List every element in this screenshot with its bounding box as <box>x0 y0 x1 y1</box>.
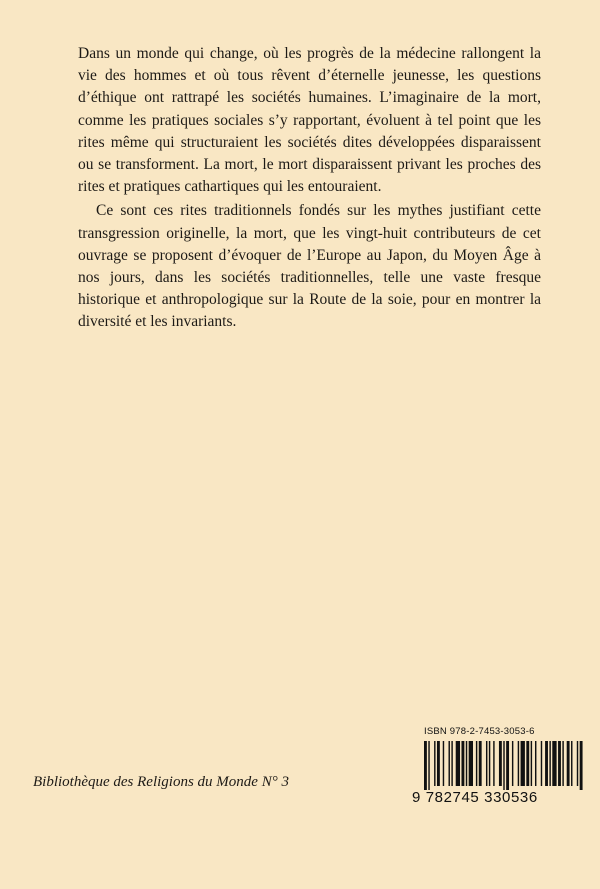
barcode-icon <box>424 741 584 790</box>
blurb-paragraph-2: Ce sont ces rites traditionnels fondés sur les mythes justifiant cette transgression originelle, la mort, que les vingt-huit contributeurs de cet ouvrage se proposent d’évoquer de l’Europe au Japon, du Moyen Âge à nos jours, dans les sociétés traditionnelles, telle une vaste fresque historique et anthropologique sur la Route de la soie, pour en montrer la diversité et les invariants. <box>78 202 541 331</box>
barcode-digits: 9 782745 330536 <box>412 789 538 806</box>
isbn-label: ISBN 978-2-7453-3053-6 <box>424 726 535 737</box>
blurb <box>78 43 541 334</box>
blurb-paragraph-1: Dans un monde qui change, où les progrès de la médecine rallongent la vie des hommes et où tous rêvent d’éternelle jeunesse, les questions d’éthique ont rattrapé les sociétés humaines. L’imaginaire de la mort, comme les pratiques sociales s’y rapportant, évoluent à tel point que les rites même qui structuraient les sociétés dites développées disparaissent ou se transforment. La mort, le mort disparaissent privant les proches des rites et pratiques cathartiques qui les entouraient. <box>78 45 541 196</box>
series-title: Bibliothèque des Religions du Monde N° 3 <box>33 774 289 790</box>
